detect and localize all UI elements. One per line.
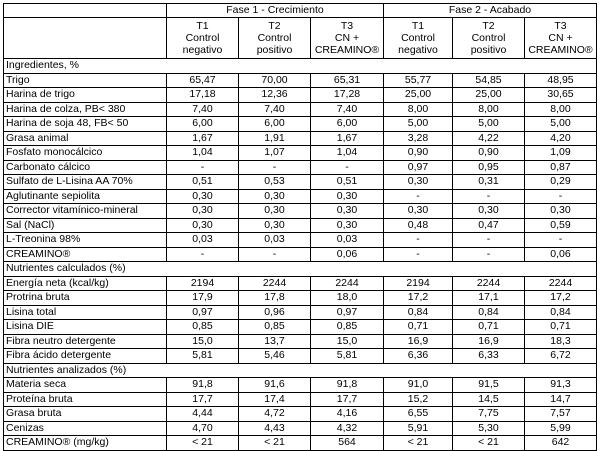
row-label: Corrector vitamínico-mineral	[4, 204, 167, 219]
value-cell: 0,03	[311, 233, 384, 248]
value-cell: 0,53	[239, 175, 311, 190]
treatment-header-line: negativo	[398, 44, 438, 56]
value-cell: 6,00	[239, 117, 311, 132]
value-cell: 3,28	[384, 131, 453, 146]
value-cell: 1,67	[167, 131, 239, 146]
value-cell: -	[525, 189, 597, 204]
table-row	[4, 117, 597, 132]
value-cell: 14,5	[453, 392, 525, 407]
value-cell: 0,84	[525, 305, 597, 320]
value-cell: 0,30	[525, 204, 597, 219]
value-cell: < 21	[384, 436, 453, 451]
value-cell: 0,71	[384, 320, 453, 335]
value-cell: 0,97	[384, 160, 453, 175]
value-cell: 5,00	[384, 117, 453, 132]
value-cell: 1,04	[311, 146, 384, 161]
value-cell: 0,85	[311, 320, 384, 335]
treatment-header-line: Control	[257, 32, 292, 44]
table-row	[4, 175, 597, 190]
section-header-row	[4, 262, 597, 277]
value-cell: 0,85	[167, 320, 239, 335]
treatment-header-line: T3	[340, 20, 354, 32]
table-row	[4, 378, 597, 393]
treatment-header-4	[384, 18, 453, 59]
phase-header-row	[4, 4, 597, 18]
table-row	[4, 73, 597, 88]
value-cell: 30,65	[525, 88, 597, 103]
value-cell: 2244	[525, 276, 597, 291]
row-label: Fosfato monocálcico	[4, 146, 167, 161]
treatment-header-line: T1	[411, 20, 425, 32]
row-label: Grasa bruta	[4, 407, 167, 422]
table-row	[4, 436, 597, 451]
table-row	[4, 233, 597, 248]
row-label: Lisina DIE	[4, 320, 167, 335]
value-cell: -	[384, 247, 453, 262]
value-cell: 0,90	[453, 146, 525, 161]
treatment-header-3	[311, 18, 384, 59]
value-cell: 65,31	[311, 73, 384, 88]
value-cell: 5,46	[239, 349, 311, 364]
value-cell: < 21	[453, 436, 525, 451]
treatment-header-line: T1	[196, 20, 209, 32]
value-cell: 17,9	[167, 291, 239, 306]
value-cell: 16,9	[453, 334, 525, 349]
value-cell: 0,30	[453, 204, 525, 219]
diet-composition-table	[3, 3, 597, 451]
value-cell: -	[525, 233, 597, 248]
row-label: Fibra ácido detergente	[4, 349, 167, 364]
value-cell: 4,43	[239, 421, 311, 436]
value-cell: 4,72	[239, 407, 311, 422]
value-cell: 2244	[453, 276, 525, 291]
value-cell: 91,8	[311, 378, 384, 393]
value-cell: 5,30	[453, 421, 525, 436]
value-cell: 7,40	[311, 102, 384, 117]
value-cell: 0,96	[239, 305, 311, 320]
value-cell: 5,81	[167, 349, 239, 364]
value-cell: 5,00	[453, 117, 525, 132]
value-cell: 8,00	[384, 102, 453, 117]
value-cell: 17,8	[239, 291, 311, 306]
value-cell: 0,95	[453, 160, 525, 175]
value-cell: 91,5	[453, 378, 525, 393]
value-cell: 4,70	[167, 421, 239, 436]
table-row	[4, 291, 597, 306]
value-cell: 48,95	[525, 73, 597, 88]
treatment-header-line: T3	[554, 20, 567, 32]
value-cell: 2244	[239, 276, 311, 291]
value-cell: 6,00	[167, 117, 239, 132]
table-row	[4, 160, 597, 175]
value-cell: 25,00	[384, 88, 453, 103]
value-cell: < 21	[239, 436, 311, 451]
value-cell: 70,00	[239, 73, 311, 88]
value-cell: 4,16	[311, 407, 384, 422]
section-title: Nutrientes analizados (%)	[4, 363, 597, 378]
value-cell: -	[311, 160, 384, 175]
value-cell: 5,81	[311, 349, 384, 364]
value-cell: 7,40	[239, 102, 311, 117]
value-cell: 17,7	[167, 392, 239, 407]
section-title: Nutrientes calculados (%)	[4, 262, 597, 277]
value-cell: 7,57	[525, 407, 597, 422]
value-cell: 2194	[384, 276, 453, 291]
row-label: CREAMINO® (mg/kg)	[4, 436, 167, 451]
value-cell: 0,59	[525, 218, 597, 233]
value-cell: 0,30	[311, 189, 384, 204]
row-label: Aglutinante sepiolita	[4, 189, 167, 204]
value-cell: 1,91	[239, 131, 311, 146]
value-cell: 91,8	[167, 378, 239, 393]
row-label: Grasa animal	[4, 131, 167, 146]
section-header-row	[4, 59, 597, 74]
value-cell: 7,75	[453, 407, 525, 422]
table-row	[4, 88, 597, 103]
value-cell: -	[239, 247, 311, 262]
value-cell: 8,00	[453, 102, 525, 117]
value-cell: 0,30	[311, 204, 384, 219]
value-cell: 65,47	[167, 73, 239, 88]
value-cell: 12,36	[239, 88, 311, 103]
treatment-header-line: CREAMINO®	[314, 44, 380, 56]
value-cell: < 21	[167, 436, 239, 451]
corner-cell	[4, 4, 167, 18]
value-cell: 4,32	[311, 421, 384, 436]
table-row	[4, 146, 597, 161]
row-label: Energía neta (kcal/kg)	[4, 276, 167, 291]
value-cell: 17,18	[167, 88, 239, 103]
table-row	[4, 102, 597, 117]
row-label: Fibra neutro detergente	[4, 334, 167, 349]
value-cell: 1,04	[167, 146, 239, 161]
value-cell: -	[167, 160, 239, 175]
value-cell: 0,71	[525, 320, 597, 335]
phase-2-header: Fase 2 - Acabado	[384, 4, 597, 18]
value-cell: 1,09	[525, 146, 597, 161]
value-cell: 15,0	[311, 334, 384, 349]
treatment-header-line: positivo	[470, 44, 507, 56]
value-cell: 15,0	[167, 334, 239, 349]
value-cell: 0,31	[453, 175, 525, 190]
row-label: Harina de soja 48, FB< 50	[4, 117, 167, 132]
value-cell: 0,30	[384, 204, 453, 219]
value-cell: 0,85	[239, 320, 311, 335]
value-cell: 6,00	[311, 117, 384, 132]
value-cell: 0,51	[167, 175, 239, 190]
value-cell: 2244	[311, 276, 384, 291]
value-cell: 18,0	[311, 291, 384, 306]
value-cell: 0,51	[311, 175, 384, 190]
value-cell: 642	[525, 436, 597, 451]
value-cell: 5,00	[525, 117, 597, 132]
value-cell: 0,30	[311, 218, 384, 233]
treatment-header-line: CN +	[548, 32, 573, 44]
value-cell: 6,36	[384, 349, 453, 364]
treatment-header-line: positivo	[256, 44, 293, 56]
treatment-header-line: T2	[482, 20, 495, 32]
treatment-corner-cell	[4, 18, 167, 59]
value-cell: 16,9	[384, 334, 453, 349]
row-label: Lisina total	[4, 305, 167, 320]
treatment-header-line: CN +	[334, 32, 360, 44]
treatment-header-5	[453, 18, 525, 59]
value-cell: 0,03	[167, 233, 239, 248]
row-label: Trigo	[4, 73, 167, 88]
value-cell: 17,4	[239, 392, 311, 407]
row-label: Sal (NaCl)	[4, 218, 167, 233]
value-cell: 6,33	[453, 349, 525, 364]
row-label: L-Treonina 98%	[4, 233, 167, 248]
table-row	[4, 421, 597, 436]
value-cell: 5,99	[525, 421, 597, 436]
value-cell: 0,97	[167, 305, 239, 320]
value-cell: 25,00	[453, 88, 525, 103]
value-cell: 0,06	[525, 247, 597, 262]
treatment-header-line: Control	[471, 32, 506, 44]
section-header-row	[4, 363, 597, 378]
treatment-header-2	[239, 18, 311, 59]
value-cell: 1,67	[311, 131, 384, 146]
diet-table-container	[3, 3, 597, 451]
table-row	[4, 305, 597, 320]
value-cell: 17,1	[453, 291, 525, 306]
row-label: Harina de trigo	[4, 88, 167, 103]
value-cell: 4,22	[453, 131, 525, 146]
table-row	[4, 247, 597, 262]
value-cell: 0,30	[239, 204, 311, 219]
value-cell: 0,97	[311, 305, 384, 320]
value-cell: 6,55	[384, 407, 453, 422]
value-cell: 0,06	[311, 247, 384, 262]
table-row	[4, 407, 597, 422]
value-cell: 17,2	[384, 291, 453, 306]
value-cell: 0,87	[525, 160, 597, 175]
value-cell: 0,90	[384, 146, 453, 161]
table-row	[4, 320, 597, 335]
value-cell: 0,48	[384, 218, 453, 233]
value-cell: 0,30	[239, 218, 311, 233]
table-row	[4, 189, 597, 204]
treatment-header-line: Control	[185, 32, 220, 44]
value-cell: 17,2	[525, 291, 597, 306]
value-cell: -	[167, 247, 239, 262]
phase-1-header: Fase 1 - Crecimiento	[167, 4, 384, 18]
value-cell: -	[453, 247, 525, 262]
row-label: Sulfato de L-Lisina AA 70%	[4, 175, 167, 190]
value-cell: 4,44	[167, 407, 239, 422]
value-cell: 564	[311, 436, 384, 451]
value-cell: 0,30	[167, 189, 239, 204]
value-cell: 0,30	[384, 175, 453, 190]
value-cell: -	[453, 233, 525, 248]
row-label: CREAMINO®	[4, 247, 167, 262]
treatment-header-line: T2	[268, 20, 281, 32]
value-cell: 15,2	[384, 392, 453, 407]
treatment-header-row	[4, 18, 597, 59]
row-label: Materia seca	[4, 378, 167, 393]
value-cell: 91,0	[384, 378, 453, 393]
treatment-header-line: negativo	[182, 44, 223, 56]
value-cell: 4,20	[525, 131, 597, 146]
value-cell: 0,30	[239, 189, 311, 204]
table-row	[4, 392, 597, 407]
value-cell: 7,40	[167, 102, 239, 117]
value-cell: 5,91	[384, 421, 453, 436]
value-cell: 0,29	[525, 175, 597, 190]
treatment-header-line: Control	[401, 32, 435, 44]
treatment-header-line: CREAMINO®	[528, 44, 593, 56]
value-cell: 14,7	[525, 392, 597, 407]
value-cell: 8,00	[525, 102, 597, 117]
value-cell: 54,85	[453, 73, 525, 88]
value-cell: 18,3	[525, 334, 597, 349]
value-cell: 0,47	[453, 218, 525, 233]
value-cell: 0,03	[239, 233, 311, 248]
value-cell: 0,30	[167, 204, 239, 219]
value-cell: 0,84	[384, 305, 453, 320]
table-row	[4, 204, 597, 219]
value-cell: 17,28	[311, 88, 384, 103]
table-row	[4, 334, 597, 349]
value-cell: -	[453, 189, 525, 204]
treatment-header-6	[525, 18, 597, 59]
value-cell: 2194	[167, 276, 239, 291]
value-cell: 91,3	[525, 378, 597, 393]
value-cell: 55,77	[384, 73, 453, 88]
value-cell: 0,84	[453, 305, 525, 320]
value-cell: 91,6	[239, 378, 311, 393]
value-cell: -	[384, 233, 453, 248]
value-cell: -	[384, 189, 453, 204]
table-row	[4, 349, 597, 364]
section-title: Ingredientes, %	[4, 59, 597, 74]
row-label: Cenizas	[4, 421, 167, 436]
value-cell: 0,30	[167, 218, 239, 233]
table-row	[4, 218, 597, 233]
table-row	[4, 131, 597, 146]
value-cell: -	[239, 160, 311, 175]
treatment-header-1	[167, 18, 239, 59]
row-label: Proteína bruta	[4, 392, 167, 407]
row-label: Harina de colza, PB< 380	[4, 102, 167, 117]
value-cell: 6,72	[525, 349, 597, 364]
value-cell: 1,07	[239, 146, 311, 161]
value-cell: 17,7	[311, 392, 384, 407]
row-label: Protrina bruta	[4, 291, 167, 306]
row-label: Carbonato cálcico	[4, 160, 167, 175]
table-row	[4, 276, 597, 291]
value-cell: 0,71	[453, 320, 525, 335]
value-cell: 13,7	[239, 334, 311, 349]
